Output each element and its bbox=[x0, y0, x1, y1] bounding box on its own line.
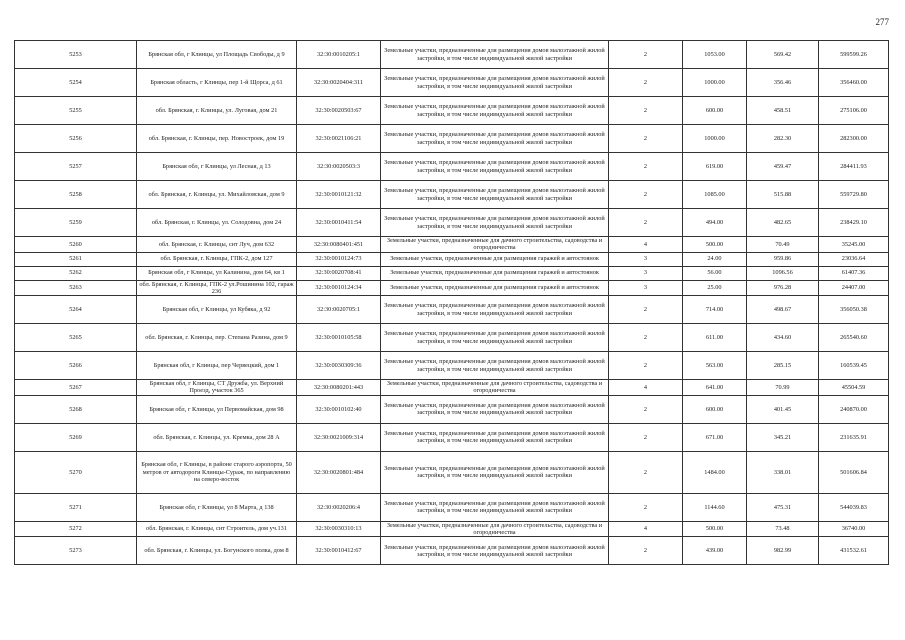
land-use-cell: Земельные участки, предназначенные для размещения домов малоэтажной жилой застройки, в том числе индивидуальной жилой застройки bbox=[381, 537, 609, 565]
land-use-cell: Земельные участки, предназначенные для дачного строительства, садоводства и огородничества bbox=[381, 521, 609, 537]
row-number-cell: 5270 bbox=[15, 451, 137, 493]
area-cell: 1053.00 bbox=[683, 41, 747, 69]
cadastral-number-cell: 32:30:0020206:4 bbox=[297, 493, 381, 521]
cadastral-value-cell: 599599.26 bbox=[819, 41, 889, 69]
group-cell: 2 bbox=[609, 451, 683, 493]
group-cell: 2 bbox=[609, 69, 683, 97]
address-cell: обл. Брянская, г. Клинцы, ул. Михайловская, дом 9 bbox=[137, 181, 297, 209]
group-cell: 2 bbox=[609, 352, 683, 380]
cadastral-number-cell: 32:30:0020503:67 bbox=[297, 97, 381, 125]
table-body bbox=[15, 41, 889, 565]
group-cell: 2 bbox=[609, 125, 683, 153]
area-cell: 56.00 bbox=[683, 266, 747, 280]
table-row bbox=[15, 380, 889, 396]
table-row bbox=[15, 237, 889, 253]
row-number-cell: 5260 bbox=[15, 237, 137, 253]
address-cell: Брянская обл, г Клинцы, ул Лесная, д 13 bbox=[137, 153, 297, 181]
group-cell: 2 bbox=[609, 97, 683, 125]
cadastral-value-cell: 356460.00 bbox=[819, 69, 889, 97]
address-cell: Брянская обл, г Клинцы, ул Калинина, дом 64, кв 1 bbox=[137, 266, 297, 280]
cadastral-number-cell: 32:30:0021009:314 bbox=[297, 423, 381, 451]
specific-value-cell: 338.01 bbox=[747, 451, 819, 493]
specific-value-cell: 459.47 bbox=[747, 153, 819, 181]
page-number: 277 bbox=[875, 17, 889, 27]
cadastral-number-cell: 32:30:0010102:40 bbox=[297, 395, 381, 423]
cadastral-value-cell: 284411.93 bbox=[819, 153, 889, 181]
specific-value-cell: 982.99 bbox=[747, 537, 819, 565]
address-cell: Брянская обл, г Клинцы, в районе старого аэропорта, 50 метров от автодороги Клинцы-Сураж, по направлению на северо-восток bbox=[137, 451, 297, 493]
area-cell: 600.00 bbox=[683, 395, 747, 423]
table-row bbox=[15, 521, 889, 537]
cadastral-number-cell: 32:30:0010411:54 bbox=[297, 209, 381, 237]
area-cell: 500.00 bbox=[683, 237, 747, 253]
cadastral-value-cell: 160539.45 bbox=[819, 352, 889, 380]
cadastral-value-cell: 238429.10 bbox=[819, 209, 889, 237]
address-cell: обл. Брянская, г. Клинцы, ул. Богунского полка, дом 8 bbox=[137, 537, 297, 565]
land-use-cell: Земельные участки, предназначенные для размещения домов малоэтажной жилой застройки, в том числе индивидуальной жилой застройки bbox=[381, 181, 609, 209]
cadastral-value-cell: 356050.38 bbox=[819, 296, 889, 324]
area-cell: 1085.00 bbox=[683, 181, 747, 209]
row-number-cell: 5267 bbox=[15, 380, 137, 396]
specific-value-cell: 434.60 bbox=[747, 324, 819, 352]
table-row bbox=[15, 97, 889, 125]
land-use-cell: Земельные участки, предназначенные для размещения гаражей и автостоянок bbox=[381, 266, 609, 280]
cadastral-number-cell: 32:30:0020705:1 bbox=[297, 296, 381, 324]
row-number-cell: 5265 bbox=[15, 324, 137, 352]
address-cell: обл. Брянская, г. Клинцы, снт Строитель, дом уч.131 bbox=[137, 521, 297, 537]
area-cell: 1484.00 bbox=[683, 451, 747, 493]
cadastral-value-cell: 559729.80 bbox=[819, 181, 889, 209]
cadastral-number-cell: 32:30:0030310:13 bbox=[297, 521, 381, 537]
cadastral-value-cell: 45504.59 bbox=[819, 380, 889, 396]
cadastral-number-cell: 32:30:0020503:3 bbox=[297, 153, 381, 181]
row-number-cell: 5256 bbox=[15, 125, 137, 153]
specific-value-cell: 482.65 bbox=[747, 209, 819, 237]
specific-value-cell: 458.51 bbox=[747, 97, 819, 125]
row-number-cell: 5266 bbox=[15, 352, 137, 380]
group-cell: 2 bbox=[609, 181, 683, 209]
address-cell: Брянская обл, г Клинцы, СТ Дружба, ул. Верхний Проезд, участок 365 bbox=[137, 380, 297, 396]
table-row bbox=[15, 324, 889, 352]
cadastral-number-cell: 32:30:0010105:58 bbox=[297, 324, 381, 352]
area-cell: 25.00 bbox=[683, 280, 747, 296]
group-cell: 2 bbox=[609, 395, 683, 423]
table-row bbox=[15, 493, 889, 521]
table-row bbox=[15, 395, 889, 423]
address-cell: Брянская обл, г Клинцы, ул Первомайская, дом 98 bbox=[137, 395, 297, 423]
area-cell: 563.00 bbox=[683, 352, 747, 380]
cadastral-value-cell: 275106.00 bbox=[819, 97, 889, 125]
specific-value-cell: 282.30 bbox=[747, 125, 819, 153]
specific-value-cell: 515.88 bbox=[747, 181, 819, 209]
row-number-cell: 5269 bbox=[15, 423, 137, 451]
land-use-cell: Земельные участки, предназначенные для размещения домов малоэтажной жилой застройки, в том числе индивидуальной жилой застройки bbox=[381, 41, 609, 69]
group-cell: 4 bbox=[609, 380, 683, 396]
area-cell: 641.00 bbox=[683, 380, 747, 396]
row-number-cell: 5258 bbox=[15, 181, 137, 209]
group-cell: 4 bbox=[609, 237, 683, 253]
land-use-cell: Земельные участки, предназначенные для размещения гаражей и автостоянок bbox=[381, 280, 609, 296]
specific-value-cell: 401.45 bbox=[747, 395, 819, 423]
row-number-cell: 5271 bbox=[15, 493, 137, 521]
land-use-cell: Земельные участки, предназначенные для дачного строительства, садоводства и огородничества bbox=[381, 380, 609, 396]
table-row bbox=[15, 537, 889, 565]
row-number-cell: 5253 bbox=[15, 41, 137, 69]
land-use-cell: Земельные участки, предназначенные для размещения домов малоэтажной жилой застройки, в том числе индивидуальной жилой застройки bbox=[381, 296, 609, 324]
land-use-cell: Земельные участки, предназначенные для размещения гаражей и автостоянок bbox=[381, 252, 609, 266]
group-cell: 2 bbox=[609, 423, 683, 451]
specific-value-cell: 70.99 bbox=[747, 380, 819, 396]
cadastral-number-cell: 32:30:0010205:1 bbox=[297, 41, 381, 69]
area-cell: 1144.60 bbox=[683, 493, 747, 521]
address-cell: Брянская обл, г Клинцы, ул Кубяка, д 92 bbox=[137, 296, 297, 324]
cadastral-value-cell: 265540.60 bbox=[819, 324, 889, 352]
specific-value-cell: 345.21 bbox=[747, 423, 819, 451]
group-cell: 2 bbox=[609, 324, 683, 352]
group-cell: 3 bbox=[609, 252, 683, 266]
row-number-cell: 5262 bbox=[15, 266, 137, 280]
group-cell: 4 bbox=[609, 521, 683, 537]
table-row bbox=[15, 41, 889, 69]
group-cell: 2 bbox=[609, 153, 683, 181]
row-number-cell: 5273 bbox=[15, 537, 137, 565]
cadastral-value-cell: 240870.00 bbox=[819, 395, 889, 423]
group-cell: 3 bbox=[609, 266, 683, 280]
area-cell: 439.00 bbox=[683, 537, 747, 565]
land-use-cell: Земельные участки, предназначенные для размещения домов малоэтажной жилой застройки, в том числе индивидуальной жилой застройки bbox=[381, 493, 609, 521]
row-number-cell: 5268 bbox=[15, 395, 137, 423]
table-row bbox=[15, 352, 889, 380]
specific-value-cell: 70.49 bbox=[747, 237, 819, 253]
group-cell: 2 bbox=[609, 41, 683, 69]
land-use-cell: Земельные участки, предназначенные для размещения домов малоэтажной жилой застройки, в том числе индивидуальной жилой застройки bbox=[381, 324, 609, 352]
table-row bbox=[15, 266, 889, 280]
cadastral-value-cell: 61407.36 bbox=[819, 266, 889, 280]
area-cell: 1000.00 bbox=[683, 125, 747, 153]
group-cell: 2 bbox=[609, 493, 683, 521]
cadastral-value-cell: 544039.83 bbox=[819, 493, 889, 521]
area-cell: 1000.00 bbox=[683, 69, 747, 97]
area-cell: 619.00 bbox=[683, 153, 747, 181]
row-number-cell: 5254 bbox=[15, 69, 137, 97]
table-row bbox=[15, 69, 889, 97]
cadastral-number-cell: 32:30:0021106:21 bbox=[297, 125, 381, 153]
row-number-cell: 5263 bbox=[15, 280, 137, 296]
cadastral-number-cell: 32:30:0020801:484 bbox=[297, 451, 381, 493]
table-row bbox=[15, 252, 889, 266]
land-use-cell: Земельные участки, предназначенные для дачного строительства, садоводства и огородничества bbox=[381, 237, 609, 253]
group-cell: 2 bbox=[609, 296, 683, 324]
cadastral-value-cell: 431532.61 bbox=[819, 537, 889, 565]
cadastral-value-cell: 282300.00 bbox=[819, 125, 889, 153]
address-cell: обл. Брянская, г. Клинцы, ул. Луговая, дом 21 bbox=[137, 97, 297, 125]
land-use-cell: Земельные участки, предназначенные для размещения домов малоэтажной жилой застройки, в том числе индивидуальной жилой застройки bbox=[381, 209, 609, 237]
land-use-cell: Земельные участки, предназначенные для размещения домов малоэтажной жилой застройки, в том числе индивидуальной жилой застройки bbox=[381, 69, 609, 97]
row-number-cell: 5259 bbox=[15, 209, 137, 237]
cadastral-number-cell: 32:30:0010121:32 bbox=[297, 181, 381, 209]
land-use-cell: Земельные участки, предназначенные для размещения домов малоэтажной жилой застройки, в том числе индивидуальной жилой застройки bbox=[381, 125, 609, 153]
address-cell: обл. Брянская, г. Клинцы, снт Луч, дом 632 bbox=[137, 237, 297, 253]
row-number-cell: 5272 bbox=[15, 521, 137, 537]
specific-value-cell: 1096.56 bbox=[747, 266, 819, 280]
specific-value-cell: 959.86 bbox=[747, 252, 819, 266]
address-cell: Брянская обл, г Клинцы, ул 8 Марта, д 138 bbox=[137, 493, 297, 521]
cadastral-number-cell: 32:30:0010124:73 bbox=[297, 252, 381, 266]
land-use-cell: Земельные участки, предназначенные для размещения домов малоэтажной жилой застройки, в том числе индивидуальной жилой застройки bbox=[381, 97, 609, 125]
specific-value-cell: 976.28 bbox=[747, 280, 819, 296]
address-cell: обл. Брянская, г. Клинцы, ул. Солодовна, дом 24 bbox=[137, 209, 297, 237]
cadastral-number-cell: 32:30:0080201:443 bbox=[297, 380, 381, 396]
land-registry-table bbox=[14, 40, 889, 565]
cadastral-value-cell: 23036.64 bbox=[819, 252, 889, 266]
land-use-cell: Земельные участки, предназначенные для размещения домов малоэтажной жилой застройки, в том числе индивидуальной жилой застройки bbox=[381, 352, 609, 380]
area-cell: 714.00 bbox=[683, 296, 747, 324]
row-number-cell: 5264 bbox=[15, 296, 137, 324]
address-cell: обл. Брянская, г. Клинцы, пер. Степана Разина, дом 9 bbox=[137, 324, 297, 352]
group-cell: 2 bbox=[609, 209, 683, 237]
cadastral-value-cell: 231635.91 bbox=[819, 423, 889, 451]
row-number-cell: 5255 bbox=[15, 97, 137, 125]
address-cell: обл. Брянская, г. Клинцы, пер. Новостроек, дом 19 bbox=[137, 125, 297, 153]
area-cell: 24.00 bbox=[683, 252, 747, 266]
table-row bbox=[15, 125, 889, 153]
row-number-cell: 5261 bbox=[15, 252, 137, 266]
land-use-cell: Земельные участки, предназначенные для размещения домов малоэтажной жилой застройки, в том числе индивидуальной жилой застройки bbox=[381, 451, 609, 493]
specific-value-cell: 356.46 bbox=[747, 69, 819, 97]
cadastral-value-cell: 36740.00 bbox=[819, 521, 889, 537]
address-cell: Брянская обл, г Клинцы, ул Площадь Свободы, д 9 bbox=[137, 41, 297, 69]
cadastral-number-cell: 32:30:0010412:67 bbox=[297, 537, 381, 565]
group-cell: 3 bbox=[609, 280, 683, 296]
cadastral-number-cell: 32:30:0020404:311 bbox=[297, 69, 381, 97]
table-row bbox=[15, 296, 889, 324]
land-use-cell: Земельные участки, предназначенные для размещения домов малоэтажной жилой застройки, в том числе индивидуальной жилой застройки bbox=[381, 153, 609, 181]
cadastral-value-cell: 501606.84 bbox=[819, 451, 889, 493]
table-row bbox=[15, 153, 889, 181]
row-number-cell: 5257 bbox=[15, 153, 137, 181]
cadastral-value-cell: 24407.00 bbox=[819, 280, 889, 296]
cadastral-number-cell: 32:30:0080401:451 bbox=[297, 237, 381, 253]
table-row bbox=[15, 451, 889, 493]
area-cell: 600.00 bbox=[683, 97, 747, 125]
address-cell: обл. Брянская, г. Клинцы, ГПК-2 ул.Рошинина 102, гараж 236 bbox=[137, 280, 297, 296]
specific-value-cell: 73.48 bbox=[747, 521, 819, 537]
address-cell: обл. Брянская, г. Клинцы, ул. Кремка, дом 28 А bbox=[137, 423, 297, 451]
land-use-cell: Земельные участки, предназначенные для размещения домов малоэтажной жилой застройки, в том числе индивидуальной жилой застройки bbox=[381, 395, 609, 423]
specific-value-cell: 285.15 bbox=[747, 352, 819, 380]
area-cell: 494.00 bbox=[683, 209, 747, 237]
area-cell: 671.00 bbox=[683, 423, 747, 451]
table-row bbox=[15, 181, 889, 209]
specific-value-cell: 498.67 bbox=[747, 296, 819, 324]
table-row bbox=[15, 209, 889, 237]
table-row bbox=[15, 423, 889, 451]
specific-value-cell: 569.42 bbox=[747, 41, 819, 69]
specific-value-cell: 475.31 bbox=[747, 493, 819, 521]
land-use-cell: Земельные участки, предназначенные для размещения домов малоэтажной жилой застройки, в том числе индивидуальной жилой застройки bbox=[381, 423, 609, 451]
cadastral-number-cell: 32:30:0010124:34 bbox=[297, 280, 381, 296]
group-cell: 2 bbox=[609, 537, 683, 565]
area-cell: 611.00 bbox=[683, 324, 747, 352]
address-cell: обл. Брянская, г. Клинцы, ГПК-2, дом 127 bbox=[137, 252, 297, 266]
area-cell: 500.00 bbox=[683, 521, 747, 537]
cadastral-number-cell: 32:30:0030309:36 bbox=[297, 352, 381, 380]
cadastral-number-cell: 32:30:0020708:41 bbox=[297, 266, 381, 280]
address-cell: Брянская область, г Клинцы, пер 1-й Щорса, д 61 bbox=[137, 69, 297, 97]
table-row bbox=[15, 280, 889, 296]
cadastral-value-cell: 35245.00 bbox=[819, 237, 889, 253]
address-cell: Брянская обл, г Клинцы, пер Червецкий, дом 1 bbox=[137, 352, 297, 380]
